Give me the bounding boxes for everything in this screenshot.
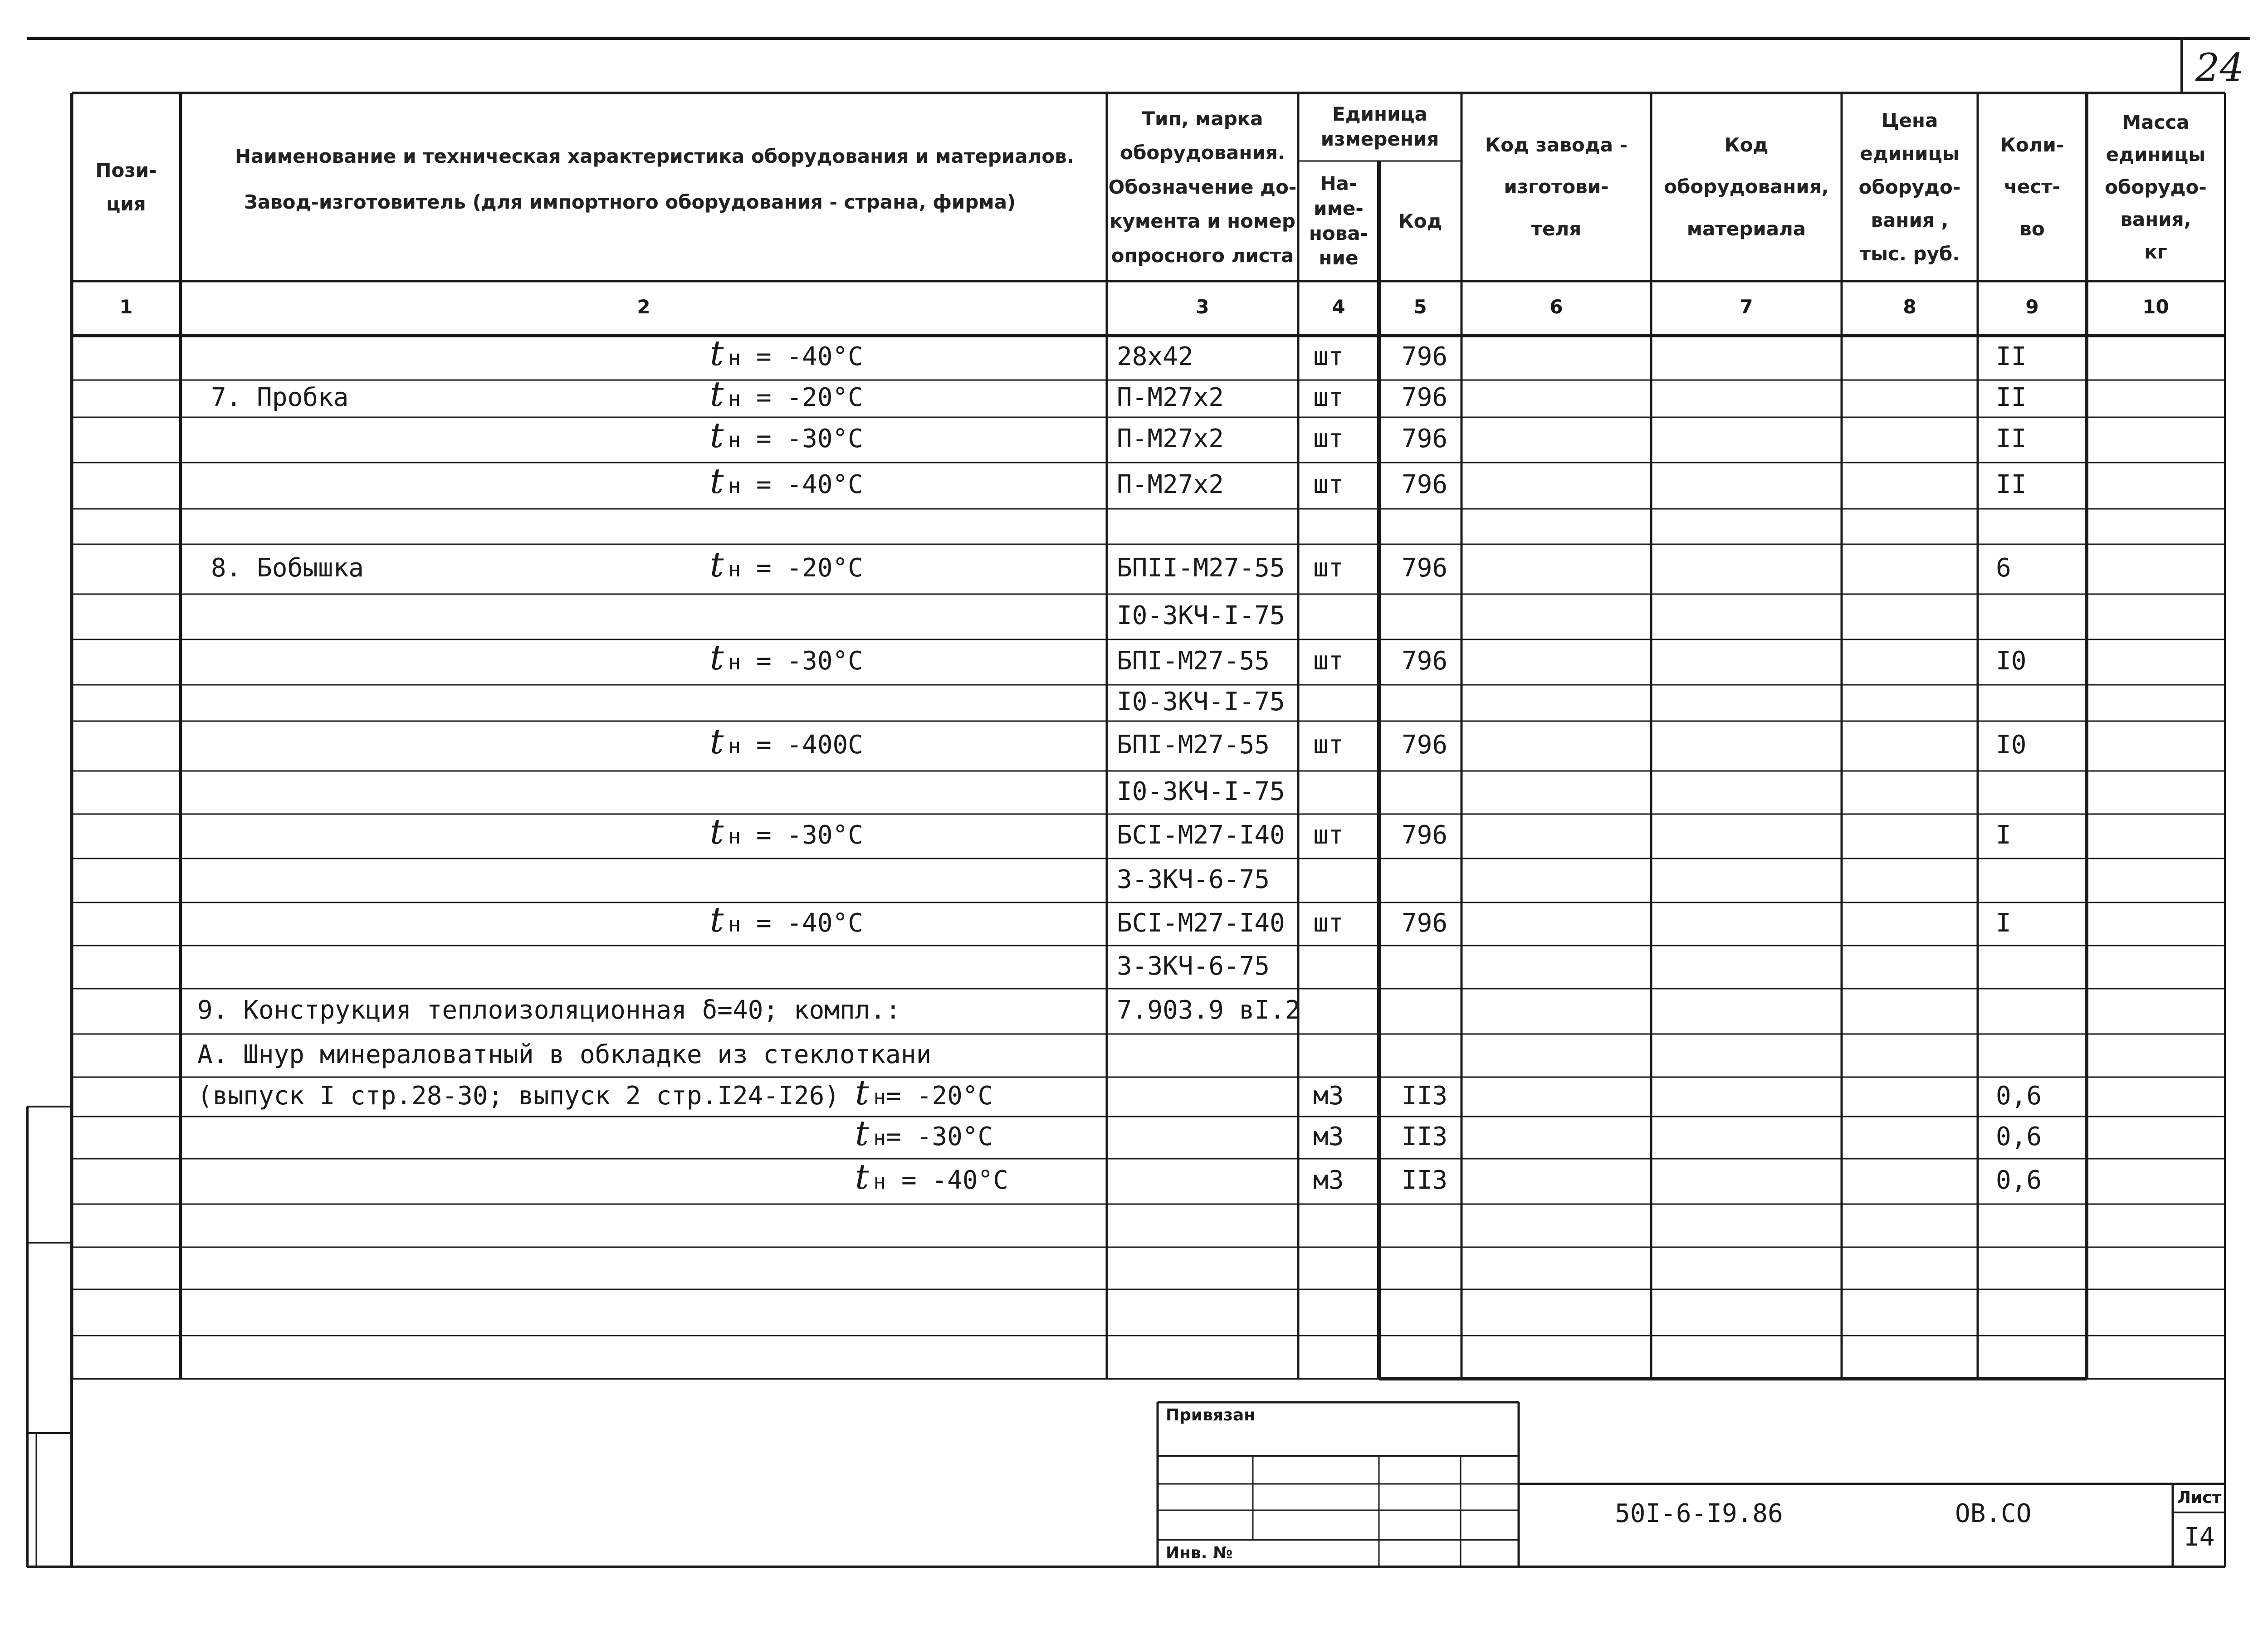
temperature-symbol: t bbox=[855, 1112, 869, 1153]
temperature-condition bbox=[710, 461, 863, 501]
unit-code: II3 bbox=[1402, 1122, 1448, 1151]
temperature-symbol: t bbox=[710, 415, 724, 455]
equipment-type: I0-ЗКЧ-I-75 bbox=[1117, 687, 1285, 717]
item-name: (выпуск I стр.28-30; выпуск 2 стр.I24-I26) bbox=[197, 1081, 840, 1111]
temperature-symbol: t bbox=[710, 899, 724, 940]
unit-code: 796 bbox=[1402, 730, 1448, 760]
temperature-symbol: t bbox=[855, 1072, 869, 1112]
temperature-value: = -20°С bbox=[886, 1081, 993, 1111]
col-number-10: 10 bbox=[2142, 296, 2169, 318]
col-number-5: 5 bbox=[1413, 296, 1427, 318]
unit-name: м3 bbox=[1313, 1122, 1344, 1151]
sheet-label: Лист bbox=[2177, 1488, 2222, 1507]
header-mass: Масса единицы оборудо- вания, кг bbox=[2105, 111, 2207, 263]
item-name: 8. Бобышка bbox=[211, 553, 364, 583]
unit-name: шт bbox=[1313, 646, 1344, 676]
equipment-type: БСI-М27-I40 bbox=[1117, 908, 1285, 938]
sheet-number: I4 bbox=[2184, 1522, 2215, 1552]
header-unit-group: Единица измерения bbox=[1320, 103, 1439, 150]
temperature-condition bbox=[855, 1072, 993, 1112]
unit-name: шт bbox=[1313, 730, 1344, 760]
header-quantity: Коли- чест- во bbox=[2000, 133, 2064, 240]
temperature-symbol: t bbox=[710, 721, 724, 761]
col-number-4: 4 bbox=[1332, 296, 1345, 318]
equipment-type: БПII-М27-55 bbox=[1117, 553, 1285, 583]
col-number-2: 2 bbox=[637, 296, 650, 318]
unit-name: шт bbox=[1313, 470, 1344, 499]
temperature-value: = -40°С bbox=[741, 342, 863, 371]
header-equipment-code: Код оборудования, материала bbox=[1664, 133, 1829, 240]
temperature-subscript: н bbox=[873, 1084, 886, 1109]
temperature-value: = -30°С bbox=[741, 820, 863, 850]
col-number-8: 8 bbox=[1903, 296, 1916, 318]
unit-name: шт bbox=[1313, 342, 1344, 371]
item-name: 7. Пробка bbox=[211, 383, 349, 412]
temperature-subscript: н bbox=[873, 1169, 886, 1194]
unit-code: II3 bbox=[1402, 1081, 1448, 1111]
temperature-symbol: t bbox=[710, 333, 724, 373]
header-price: Цена единицы оборудо- вания , тыс. руб. bbox=[1858, 109, 1961, 265]
unit-name: м3 bbox=[1313, 1166, 1344, 1195]
temperature-subscript: н bbox=[728, 650, 741, 674]
temperature-subscript: н bbox=[728, 734, 741, 758]
col-number-1: 1 bbox=[119, 296, 133, 318]
equipment-type: З-ЗКЧ-6-75 bbox=[1117, 864, 1270, 894]
unit-name: шт bbox=[1313, 820, 1344, 850]
quantity: II bbox=[1996, 342, 2027, 371]
quantity: II bbox=[1996, 383, 2027, 412]
unit-code: 796 bbox=[1402, 383, 1448, 412]
temperature-condition bbox=[710, 811, 863, 852]
temperature-symbol: t bbox=[710, 544, 724, 585]
temperature-value: = -40°С bbox=[741, 470, 863, 499]
temperature-subscript: н bbox=[873, 1125, 886, 1150]
sheet-corner-number: 24 bbox=[2195, 45, 2244, 90]
temperature-symbol: t bbox=[855, 1156, 869, 1197]
temperature-condition bbox=[855, 1112, 993, 1153]
unit-name: шт bbox=[1313, 553, 1344, 583]
quantity: I bbox=[1996, 820, 2011, 850]
unit-code: 796 bbox=[1402, 342, 1448, 371]
temperature-symbol: t bbox=[710, 637, 724, 678]
temperature-condition bbox=[710, 374, 863, 414]
equipment-type: 7.903.9 вI.2 bbox=[1117, 995, 1300, 1025]
temperature-condition bbox=[710, 899, 863, 940]
unit-code: 796 bbox=[1402, 470, 1448, 499]
quantity: II bbox=[1996, 424, 2027, 454]
unit-code: 796 bbox=[1402, 820, 1448, 850]
header-name bbox=[181, 93, 1107, 281]
equipment-type: I0-ЗКЧ-I-75 bbox=[1117, 776, 1285, 806]
temperature-condition bbox=[710, 333, 863, 373]
temperature-subscript: н bbox=[728, 346, 741, 370]
item-name: 9. Конструкция теплоизоляционная δ=40; компл.: bbox=[197, 995, 901, 1025]
equipment-type: БПI-М27-55 bbox=[1117, 646, 1270, 676]
temperature-subscript: н bbox=[728, 824, 741, 849]
unit-name: м3 bbox=[1313, 1081, 1344, 1111]
quantity: 0,6 bbox=[1996, 1122, 2042, 1151]
equipment-type: П-М27х2 bbox=[1117, 424, 1224, 454]
equipment-type: БСI-М27-I40 bbox=[1117, 820, 1285, 850]
unit-name: шт bbox=[1313, 908, 1344, 938]
unit-name: шт bbox=[1313, 424, 1344, 454]
temperature-condition bbox=[710, 721, 863, 761]
equipment-type: З-ЗКЧ-6-75 bbox=[1117, 951, 1270, 981]
temperature-value: = -30°С bbox=[886, 1122, 993, 1151]
quantity: I0 bbox=[1996, 730, 2027, 760]
col-number-6: 6 bbox=[1549, 296, 1563, 318]
header-name-line1: Наименование и техническая характеристика оборудования и материалов. bbox=[235, 145, 1074, 167]
stamp-inv-no: Инв. № bbox=[1166, 1544, 1233, 1562]
header-unit-code: Код bbox=[1398, 210, 1442, 232]
quantity: II bbox=[1996, 470, 2027, 499]
temperature-value: = -30°С bbox=[741, 646, 863, 676]
header-unit-name: На- име- нова- ние bbox=[1309, 172, 1369, 269]
quantity: 0,6 bbox=[1996, 1166, 2042, 1195]
equipment-type: П-М27х2 bbox=[1117, 383, 1224, 412]
temperature-subscript: н bbox=[728, 428, 741, 452]
temperature-subscript: н bbox=[728, 912, 741, 937]
temperature-value: = -400С bbox=[741, 730, 863, 760]
temperature-symbol: t bbox=[710, 811, 724, 852]
temperature-value: = -40°С bbox=[886, 1166, 1008, 1195]
unit-code: 796 bbox=[1402, 646, 1448, 676]
header-name-line2: Завод-изготовитель (для импортного оборудования - страна, фирма) bbox=[244, 190, 1016, 213]
stamp-privyazan: Привязан bbox=[1166, 1406, 1256, 1424]
col-number-9: 9 bbox=[2025, 296, 2039, 318]
temperature-value: = -20°С bbox=[741, 383, 863, 412]
col-number-3: 3 bbox=[1196, 296, 1209, 318]
quantity: I bbox=[1996, 908, 2011, 938]
header-factory-code: Код завода - изготови- теля bbox=[1485, 133, 1628, 240]
temperature-condition bbox=[710, 637, 863, 678]
quantity: I0 bbox=[1996, 646, 2027, 676]
temperature-value: = -40°С bbox=[741, 908, 863, 938]
temperature-condition bbox=[710, 415, 863, 455]
temperature-subscript: н bbox=[728, 557, 741, 581]
unit-name: шт bbox=[1313, 383, 1344, 412]
section-code: ОВ.СО bbox=[1955, 1499, 2032, 1528]
temperature-symbol: t bbox=[710, 461, 724, 501]
unit-code: 796 bbox=[1402, 424, 1448, 454]
equipment-type: 28х42 bbox=[1117, 342, 1193, 371]
header-position: Пози- ция bbox=[95, 159, 157, 215]
unit-code: II3 bbox=[1402, 1166, 1448, 1195]
temperature-subscript: н bbox=[728, 386, 741, 411]
temperature-condition bbox=[855, 1156, 1008, 1197]
doc-code: 50I-6-I9.86 bbox=[1615, 1499, 1783, 1528]
unit-code: 796 bbox=[1402, 553, 1448, 583]
temperature-value: = -20°С bbox=[741, 553, 863, 583]
item-name: А. Шнур минераловатный в обкладке из стеклоткани bbox=[197, 1039, 932, 1069]
temperature-value: = -30°С bbox=[741, 424, 863, 454]
col-number-7: 7 bbox=[1740, 296, 1753, 318]
temperature-symbol: t bbox=[710, 374, 724, 414]
unit-code: 796 bbox=[1402, 908, 1448, 938]
quantity: 6 bbox=[1996, 553, 2011, 583]
header-type: Тип, марка оборудования. Обозначение до- кумента и номер опросного листа bbox=[1108, 107, 1297, 267]
quantity: 0,6 bbox=[1996, 1081, 2042, 1111]
temperature-subscript: н bbox=[728, 473, 741, 498]
equipment-type: I0-ЗКЧ-I-75 bbox=[1117, 601, 1285, 630]
equipment-type: П-М27х2 bbox=[1117, 470, 1224, 499]
equipment-type: БПI-М27-55 bbox=[1117, 730, 1270, 760]
temperature-condition bbox=[710, 544, 863, 585]
